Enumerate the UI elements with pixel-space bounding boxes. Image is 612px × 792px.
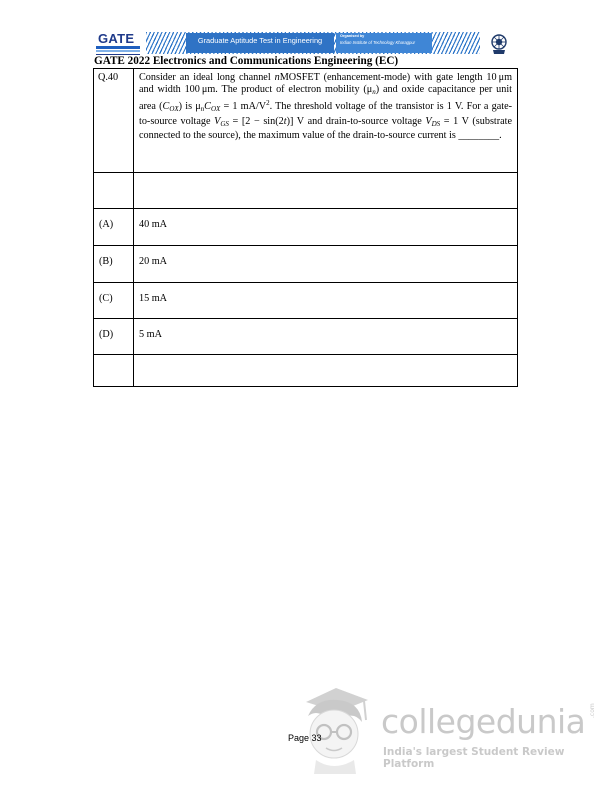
option-label: (A): [94, 209, 134, 246]
option-value: 20 mA: [134, 246, 518, 283]
option-value: 5 mA: [134, 319, 518, 355]
organised-by-label: Organised by: [340, 34, 365, 38]
blank-row: [94, 355, 518, 387]
organiser-name: Indian Institute of Technology Kharagpur: [340, 40, 416, 45]
option-row-c: [94, 283, 518, 319]
option-label: (C): [94, 283, 134, 319]
watermark-brand: collegedunia: [381, 702, 586, 741]
gate-logo: [94, 30, 144, 58]
paper-title: GATE 2022 Electronics and Communications Engineering (EC): [94, 55, 399, 67]
option-label: (B): [94, 246, 134, 283]
banner-title: Graduate Aptitude Test in Engineering: [197, 36, 323, 45]
option-row-b: [94, 246, 518, 283]
question-number: Q.40: [94, 69, 134, 173]
question-table: [93, 68, 518, 387]
page-number: Page 33: [288, 733, 322, 743]
gate-logo-text: GATE: [98, 31, 135, 46]
option-value: 15 mA: [134, 283, 518, 319]
iit-kharagpur-emblem-icon: [487, 32, 511, 56]
watermark-tagline: India's largest Student Review Platform: [383, 746, 565, 770]
question-row: [94, 69, 518, 173]
option-value: 40 mA: [134, 209, 518, 246]
option-row-d: [94, 319, 518, 355]
blank-row: [94, 173, 518, 209]
mascot-watermark-icon: [296, 682, 376, 774]
option-row-a: [94, 209, 518, 246]
option-label: (D): [94, 319, 134, 355]
question-text: Consider an ideal long channel nMOSFET (enhancement-mode) with gate length 10 μm and width 100 μm. The product of electron mobility $(\mu_n)$ and oxide capacitance per unit area $(C_{OX})$ is $\mu_nC_{OX} = 1$ $mA/V^2$. The threshold voltage of the transistor is 1 V. For a gate-to-source voltage $V_{GS} = [2 - \sin(2t)]$ V and drain-to-source voltage $V_{DS} = 1$ V (substrate connected to the source), the maximum value of the drain-to-source current is ________.: [134, 69, 518, 173]
watermark-domain: .com: [589, 703, 596, 718]
